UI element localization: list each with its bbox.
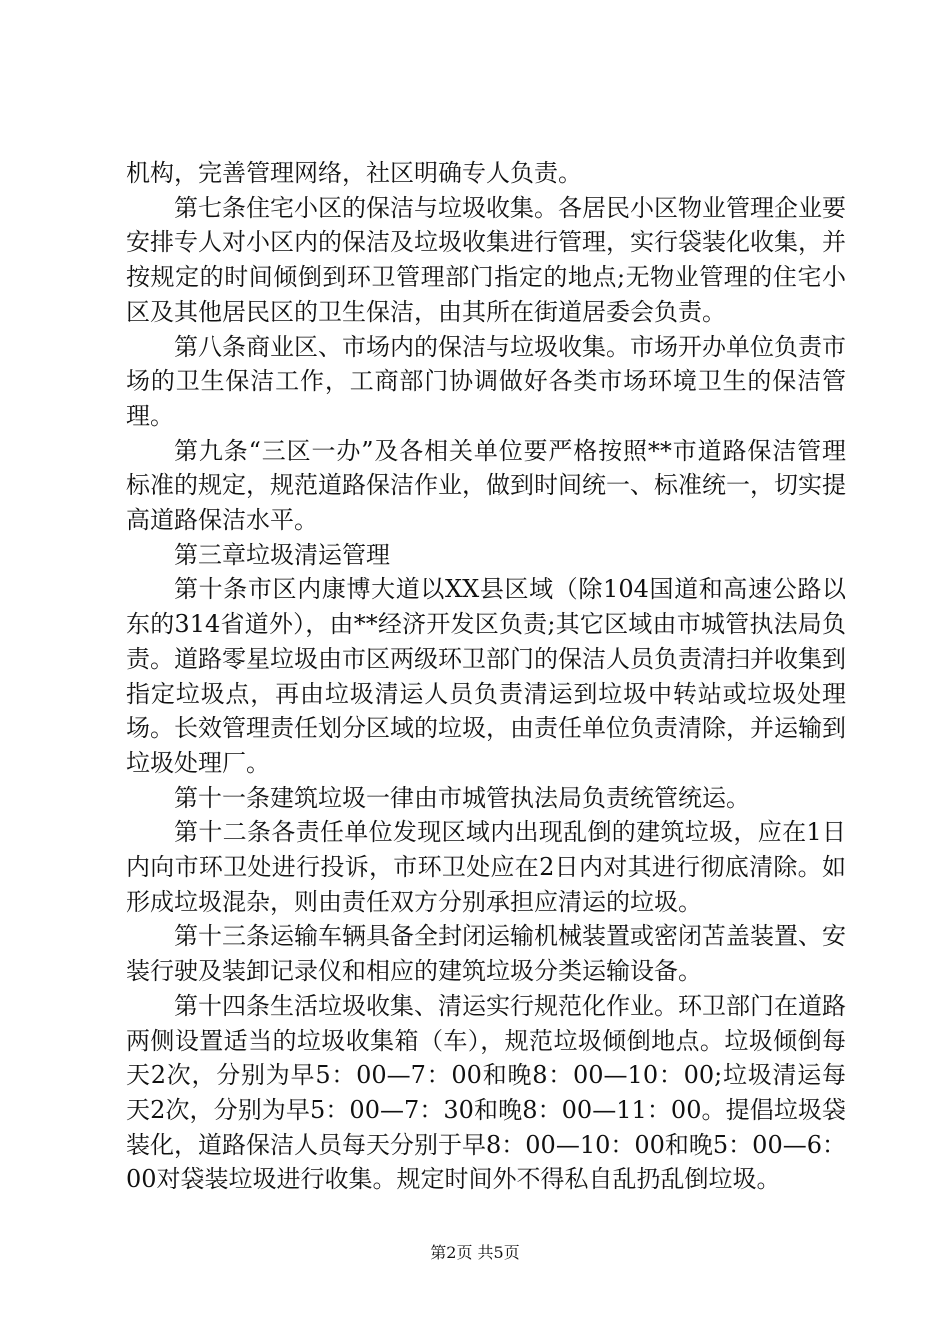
paragraph: 第十条市区内康博大道以XX县区域（除104国道和高速公路以东的314省道外），由**经济开发区负责;其它区域由市城管执法局负责。道路零星垃圾由市区两级环卫部门的保洁人员负责清扫并收集到指定垃圾点，再由垃圾清运人员负责清运到垃圾中转站或垃圾处理场。长效管理责任划分区域的垃圾，由责任单位负责清除，并运输到垃圾处理厂。 xyxy=(126,575,846,777)
paragraph: 第十二条各责任单位发现区域内出现乱倒的建筑垃圾，应在1日内向市环卫处进行投诉，市环卫处应在2日内对其进行彻底清除。如形成垃圾混杂，则由责任双方分别承担应清运的垃圾。 xyxy=(126,818,846,916)
chapter-heading: 第三章垃圾清运管理 xyxy=(174,540,390,569)
paragraph: 第十四条生活垃圾收集、清运实行规范化作业。环卫部门在道路两侧设置适当的垃圾收集箱（车），规范垃圾倾倒地点。垃圾倾倒每天2次，分别为早5：00—7：00和晚8：00—10：00;垃圾清运每天2次，分别为早5：00—7：30和晚8：00—11：00。提倡垃圾袋装化，道路保洁人员每天分别于早8：00—10：00和晚5：00—6：00对袋装垃圾进行收集。规定时间外不得私自乱扔乱倒垃圾。 xyxy=(126,991,846,1194)
paragraph: 第九条“三区一办”及各相关单位要严格按照**市道路保洁管理标准的规定，规范道路保洁作业，做到时间统一、标准统一，切实提高道路保洁水平。 xyxy=(126,436,846,535)
page-number: 第2页 共5页 xyxy=(430,1243,520,1262)
paragraph: 机构，完善管理网络，社区明确专人负责。 xyxy=(126,159,582,187)
paragraph: 第十一条建筑垃圾一律由市城管执法局负责统管统运。 xyxy=(174,783,750,812)
paragraph: 第八条商业区、市场内的保洁与垃圾收集。市场开办单位负责市场的卫生保洁工作，工商部门协调做好各类市场环境卫生的保洁管理。 xyxy=(126,332,846,430)
paragraph: 第十三条运输车辆具备全封闭运输机械装置或密闭苫盖装置、安装行驶及装卸记录仪和相应的建筑垃圾分类运输设备。 xyxy=(126,922,846,986)
paragraph: 第七条住宅小区的保洁与垃圾收集。各居民小区物业管理企业要安排专人对小区内的保洁及垃圾收集进行管理，实行袋装化收集，并按规定的时间倾倒到环卫管理部门指定的地点;无物业管理的住宅小区及其他居民区的卫生保洁，由其所在街道居委会负责。 xyxy=(126,193,846,326)
document-body xyxy=(126,156,846,1197)
